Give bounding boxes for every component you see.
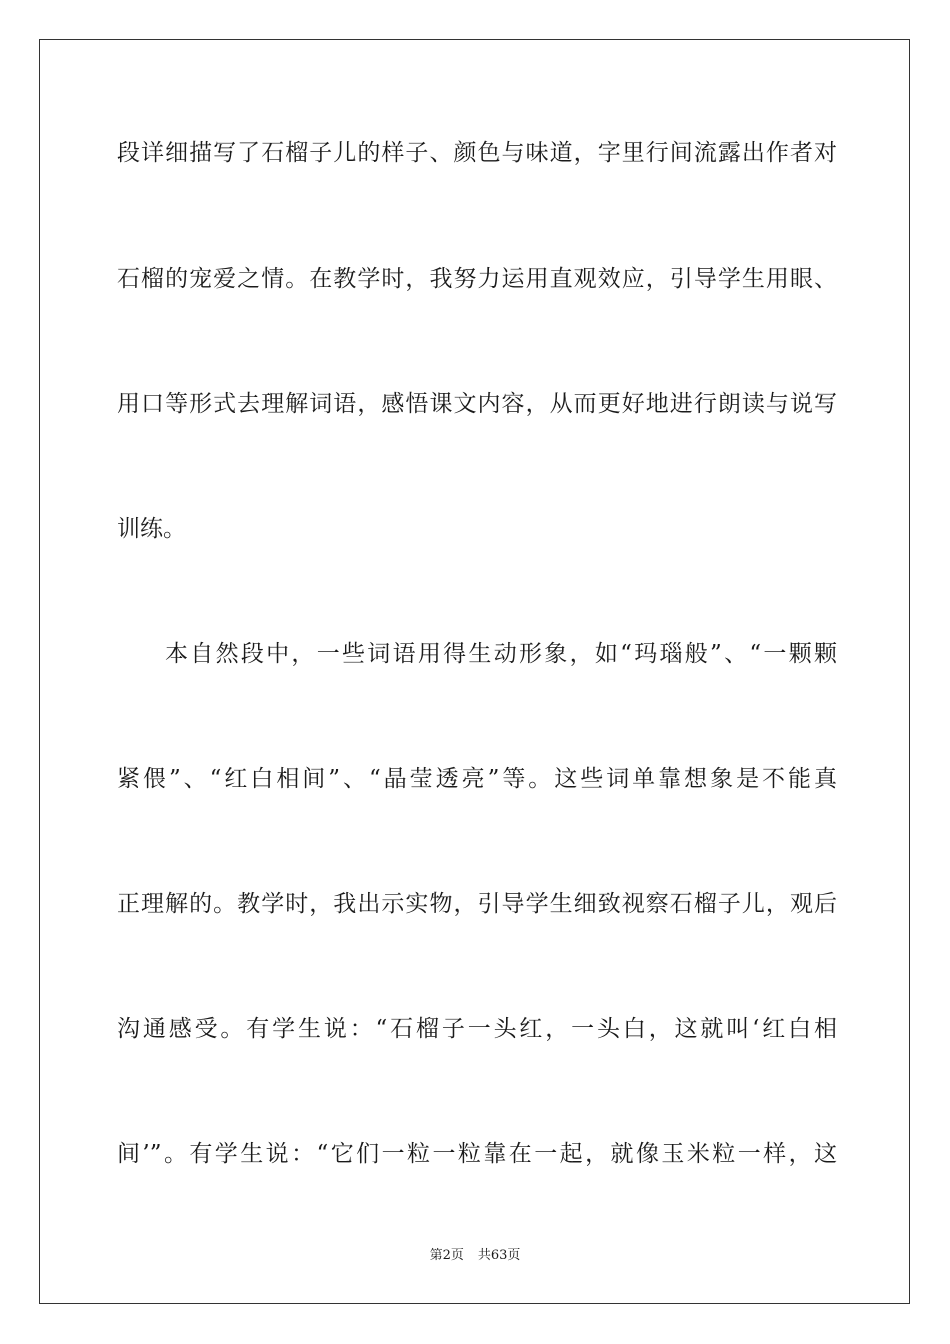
body-text-line-1: 段详细描写了石榴子儿的样子、颜色与味道，字里行间流露出作者对 [117, 140, 837, 166]
total-pages: 共63页 [477, 1248, 521, 1263]
page-border [39, 39, 910, 1304]
page-footer [0, 1246, 950, 1266]
body-text-line-4: 训练。 [117, 516, 186, 542]
page-number: 第2页 [429, 1248, 464, 1263]
body-text-line-5: 本自然段中，一些词语用得生动形象，如“玛瑙般”、“一颗颗 [165, 641, 837, 667]
body-text-line-6: 紧偎”、“红白相间”、“晶莹透亮”等。这些词单靠想象是不能真 [117, 766, 837, 792]
body-text-line-2: 石榴的宠爱之情。在教学时，我努力运用直观效应，引导学生用眼、 [117, 266, 837, 292]
body-text-line-7: 正理解的。教学时，我出示实物，引导学生细致视察石榴子儿，观后 [117, 891, 837, 917]
body-text-line-8: 沟通感受。有学生说：“石榴子一头红，一头白，这就叫‘红白相 [117, 1016, 837, 1042]
body-text-line-9: 间’”。有学生说：“它们一粒一粒靠在一起，就像玉米粒一样，这 [117, 1141, 837, 1167]
body-text-line-3: 用口等形式去理解词语，感悟课文内容，从而更好地进行朗读与说写 [117, 391, 837, 417]
